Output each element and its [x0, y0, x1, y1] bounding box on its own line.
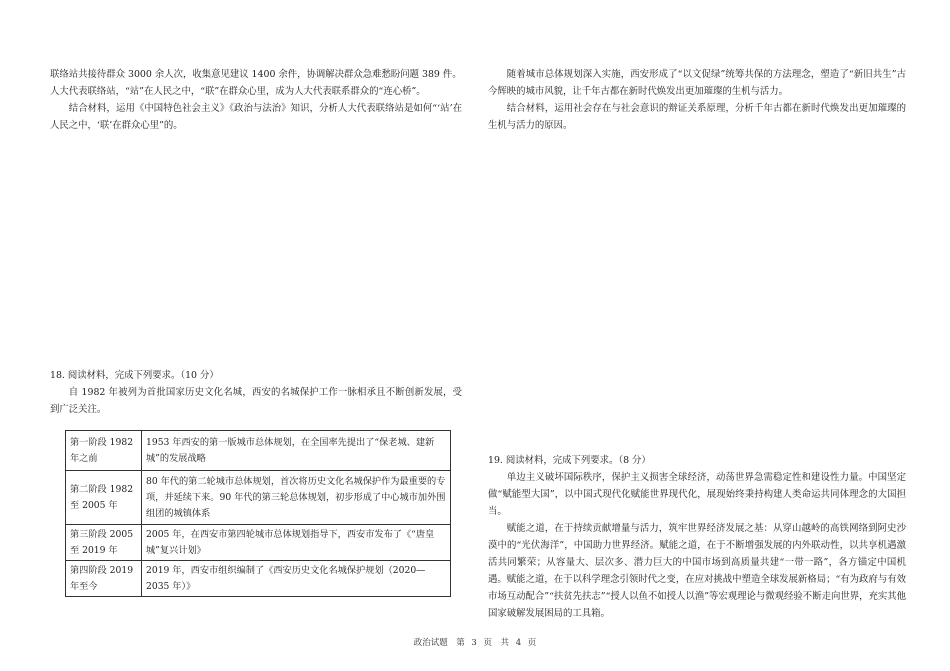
q17-task: 结合材料，运用《中国特色社会主义》《政治与法治》知识，分析人大代表联络站是如何“‘站’在人民之中，‘联’在群众心里”的。 [50, 103, 462, 131]
q19-block [488, 452, 906, 622]
stage-cell: 第一阶段 1982 年之前 [66, 431, 142, 471]
stage-cell: 第四阶段 2019 年至今 [66, 561, 142, 597]
q18-heading: 18. 阅读材料，完成下列要求。（10 分） [50, 370, 219, 381]
q18-header-block [50, 367, 462, 418]
q17-continuation [50, 66, 462, 134]
q19-paragraph-2: 赋能之道，在于持续贡献增量与活力，筑牢世界经济发展之基：从穿山越岭的高铁网络到阿史沙漠中的“光伏海洋”，中国助力世界经济。赋能之道，在于不断增强发展的内外联动性，以共享机遇激活共同繁荣；从容量大、层次多、潜力巨大的中国市场到高质量共建“一带一路”，各方锚定中国机遇。赋能之道，在于以科学理念引领时代之变，在应对挑战中塑造全球发展新格局；“有为政府与有效市场互动配合”“扶贫先扶志”“授人以鱼不如授人以渔”等宏观理论与微观经验不断走向世界，充实其他国家破解发展困局的工具箱。 [488, 523, 906, 619]
q18-intro: 自 1982 年被列为首批国家历史文化名城，西安的名城保护工作一脉相承且不断创新发展，受到广泛关注。 [50, 387, 462, 415]
q18-task: 结合材料，运用社会存在与社会意识的辩证关系原理，分析千年古都在新时代焕发出更加璀璨的生机与活力的原因。 [488, 103, 906, 131]
q19-heading: 19. 阅读材料，完成下列要求。（8 分） [488, 455, 651, 466]
q18-continuation [488, 66, 906, 134]
table-row [66, 525, 451, 561]
page-footer: 政治试题 第 3 页 共 4 页 [413, 638, 537, 648]
stage-desc-cell: 80 年代的第二轮城市总体规划，首次将历史文化名城保护作为最重要的专项，并延续下来。90 年代的第三轮总体规划，初步形成了中心城市加外围组团的城镇体系 [142, 471, 451, 525]
stage-desc-cell: 1953 年西安的第一版城市总体规划，在全国率先提出了“保老城、建新城”的发展战略 [142, 431, 451, 471]
stage-cell: 第三阶段 2005 至 2019 年 [66, 525, 142, 561]
q18-stage-table [65, 430, 451, 597]
q19-paragraph-1: 单边主义破坏国际秩序，保护主义损害全球经济，动荡世界急需稳定性和建设性力量。中国坚定做“赋能型大国”，以中国式现代化赋能世界现代化，展现始终秉持构建人类命运共同体理念的大国担当。 [488, 472, 906, 517]
stage-desc-cell: 2005 年，在西安市第四轮城市总体规划指导下，西安市发布了《“唐皇城”复兴计划》 [142, 525, 451, 561]
q18-cont-text: 随着城市总体规划深入实施，西安形成了“以文促绿”统筹共保的方法理念，塑造了“新旧共生”古今辉映的城市风貌，让千年古都在新时代焕发出更加璀璨的生机与活力。 [488, 69, 906, 97]
table-row [66, 561, 451, 597]
q17-line-1: 联络站共接待群众 3000 余人次，收集意见建议 1400 余件，协调解决群众急难愁盼问题 389 件。 [50, 69, 462, 80]
stage-cell: 第二阶段 1982 至 2005 年 [66, 471, 142, 525]
table-row [66, 471, 451, 525]
stage-desc-cell: 2019 年，西安市组织编制了《西安历史文化名城保护规划（2020—2035 年）》 [142, 561, 451, 597]
q17-line-2: 人大代表联络站，“站”在人民之中，“联”在群众心里，成为人大代表联系群众的“连心桥”。 [50, 86, 426, 97]
table-row [66, 431, 451, 471]
